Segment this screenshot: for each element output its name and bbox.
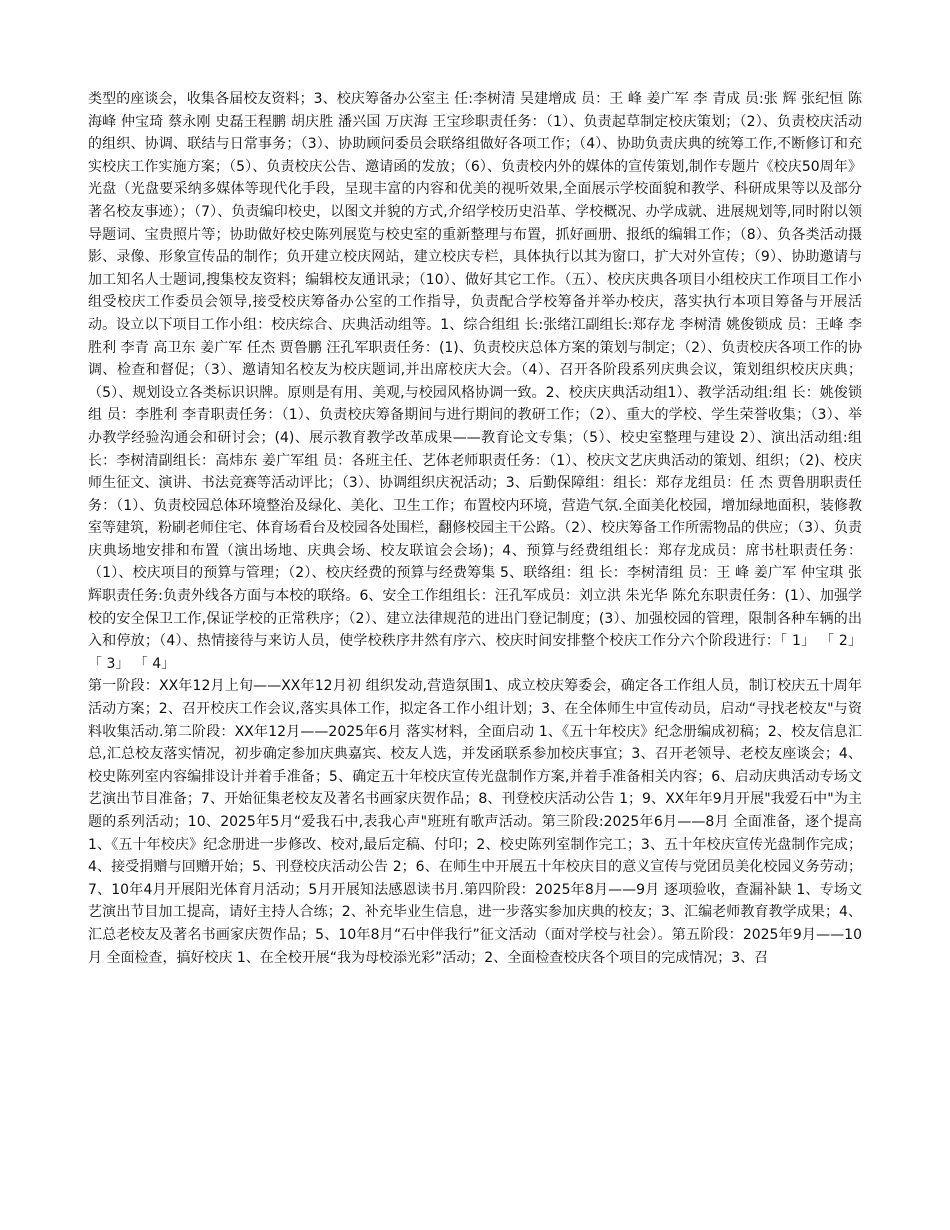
- paragraph-organization-tasks: 类型的座谈会，收集各届校友资料；3、校庆筹备办公室主 任:李树清 吴建增成 员：王 峰 姜广军 李 青成 员:张 辉 张纪恒 陈海峰 仲宝琦 蔡永刚 史磊王程鹏 胡庆胜 潘兴国 万庆海 王宝珍职责任务：（1）、负责起草制定校庆策划；（2）、负责校庆活动的组织、协调、联结与日常事务；（3）、协助顾问委员会联络组做好各项工作；（4）、协助负责庆典的统筹工作,不断修订和充实校庆工作实施方案；（5）、负责校庆公告、邀请函的发放；（6）、负责校内外的媒体的宣传策划,制作专题片《校庆50周年》光盘（光盘要采纳多媒体等现代化手段，呈现丰富的内容和优美的视听效果,全面展示学校面貌和教学、科研成果等以及部分著名校友事迹）；（7）、负责编印校史，以图文并貌的方式,介绍学校历史沿革、学校概况、办学成就、进展规划等,同时附以领导题词、宝贵照片等；协助做好校史陈列展览与校史室的重新整理与布置，抓好画册、报纸的编辑工作；（8）、负各类活动摄影、录像、形象宣传品的制作；负开建立校庆网站，建立校庆专栏，具体执行以其为窗口，扩大对外宣传；（9）、协助邀请与加工知名人士题词,搜集校友资料；编辑校友通讯录；（10）、做好其它工作。（五）、校庆庆典各项目小组校庆工作项目工作小组受校庆工作委员会领导,接受校庆筹备办公室的工作指导，负责配合学校筹备并举办校庆，落实执行本项目筹备与开展活动。设立以下项目工作小组：校庆综合、庆典活动组等。1、综合组组 长:张绪江副组长:郑存龙 李树清 姚俊锁成 员：王峰 李胜利 李青 高卫东 姜广军 任杰 贾鲁鹏 汪孔军职责任务：(1)、负责校庆总体方案的策划与制定；（2）、负责校庆各项工作的协调、检查和督促；（3）、邀请知名校友为校庆题词,并出席校庆大会。（4）、召开各阶段系列庆典会议，策划组织校庆庆典；（5）、规划设立各类标识识牌。原则是有用、美观,与校园风格协调一致。2、校庆庆典活动组1）、教学活动组:组 长：姚俊锁组 员：李胜利 李青职责任务：（1）、负责校庆筹备期间与进行期间的教研工作；（2）、重大的学校、学生荣誉收集；（3）、举办教学经验沟通会和研讨会；(4)、展示教育教学改革成果——教育论文专集；（5）、校史室整理与建设 2）、演出活动组:组 长：李树清副组长：高炜东 姜广军组 员：各班主任、艺体老师职责任务：（1）、校庆文艺庆典活动的策划、组织；（2)、校庆师生征文、演讲、书法竞赛等活动评比；（3）、协调组织庆祝活动；3、后勤保障组：组长：郑存龙组员：任 杰 贾鲁朋职责任务：（1）、负责校园总体环境整治及绿化、美化、卫生工作；布置校内环境，营造气氛.全面美化校园，增加绿地面积，装修教室等建筑，粉刷老师住宅、体育场看台及校园各处围栏，翻修校园主干公路。（2）、校庆筹备工作所需物品的供应；（3）、负责庆典场地安排和布置（演出场地、庆典会场、校友联谊会会场)；4、预算与经费组组长：郑存龙成员：席书杜职责任务：（1）、校庆项目的预算与管理；（2）、校庆经费的预算与经费筹集 5、联络组：组 长：李树清组 员：王 峰 姜广军 仲宝琪 张 辉职责任务:负责外线各方面与本校的联络。6、安全工作组组长：汪孔军成员：刘立洪 朱光华 陈允东职责任务：(1）、加强学校的安全保卫工作,保证学校的正常秩序；（2）、建立法律规范的进出门登记制度；(3）、加强校园的管理，限制各种车辆的出入和停放；（4）、热情接待与来访人员，使学校秩序井然有序六、校庆时间安排整个校庆工作分六个阶段进行：「 1」 「 2」 「 3」 「 4」: [88, 91, 862, 672]
- paragraph-schedule-stages: 第一阶段：XX年12月上旬——XX年12月初 组织发动,营造氛围1、成立校庆筹委会，确定各工作组人员，制订校庆五十周年活动方案；2、召开校庆工作会议,落实具体工作，拟定各工作小组计划；3、在全体师生中宣传动员，启动“寻找老校友"与资料收集活动.第二阶段：XX年12月——2025年6月 落实材料，全面启动 1、《五十年校庆》纪念册编成初稿；2、校友信息汇总,汇总校友落实情况，初步确定参加庆典嘉宾、校友人选，并发函联系参加校庆事宜；3、召开老领导、老校友座谈会；4、校史陈列室内容编排设计并着手准备；5、确定五十年校庆宣传光盘制作方案,并着手准备相关内容；6、启动庆典活动专场文艺演出节目准备；7、开始征集老校友及著名书画家庆贺作品；8、刊登校庆活动公告 1；9、XX年年9月开展"我爱石中"为主题的系列活动；10、2025年5月“爱我石中,表我心声"班班有歌声活动。第三阶段:2025年6月——8月 全面准备，逐个提高 1、《五十年校庆》纪念册进一步修改、校对,最后定稿、付印；2、校史陈列室制作完工；3、五十年校庆宣传光盘制作完成；4、接受捐赠与回赠开始；5、刊登校庆活动公告 2；6、在师生中开展五十年校庆目的意义宣传与党团员美化校园义务劳动；7、10年4月开展阳光体育月活动；5月开展知法感恩读书月.第四阶段：2025年8月——9月 逐项验收，查漏补缺 1、专场文艺演出节目加工提高，请好主持人合练；2、补充毕业生信息，进一步落实参加庆典的校友；3、汇编老师教育教学成果；4、汇总老校友及著名书画家庆贺作品；5、10年8月“石中伴我行”征文活动（面对学校与社会）。第五阶段：2025年9月——10月 全面检查，搞好校庆 1、在全校开展“我为母校添光彩”活动；2、全面检查校庆各个项目的完成情况；3、召: [88, 678, 862, 966]
- document-body: [88, 88, 862, 969]
